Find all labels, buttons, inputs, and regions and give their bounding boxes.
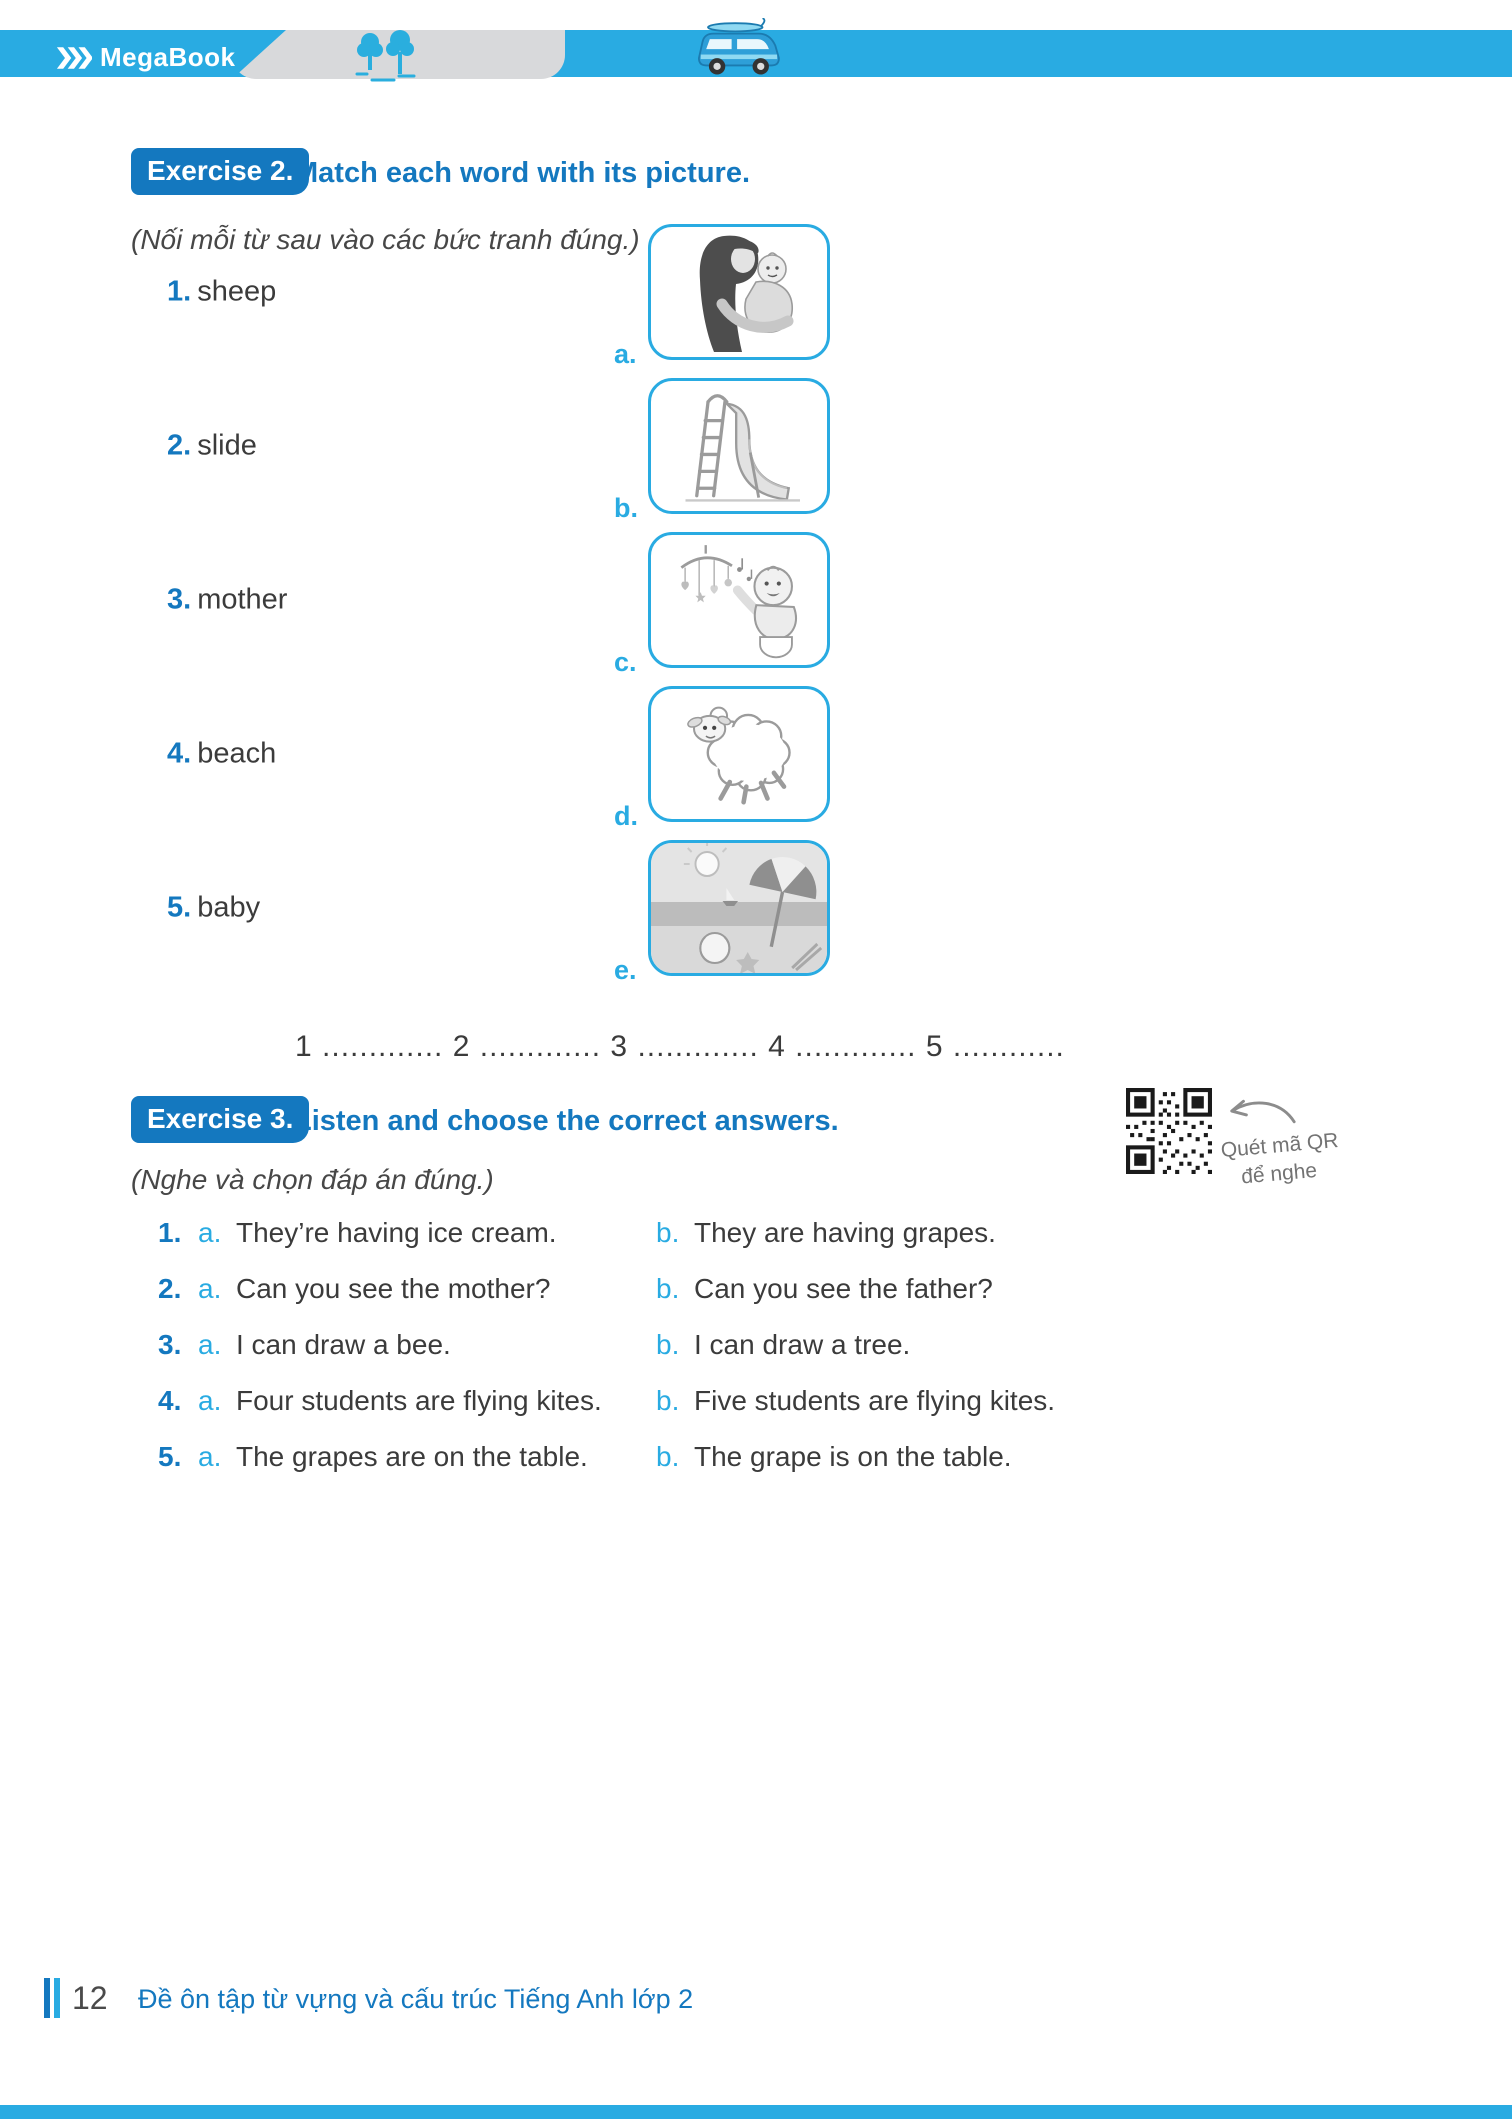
megabook-logo xyxy=(56,42,235,73)
sheep-illustration xyxy=(656,692,822,816)
chevrons-icon xyxy=(56,46,92,70)
question-number: 5. xyxy=(158,1441,182,1472)
match-number: 3. xyxy=(167,583,192,616)
option-b-label: b. xyxy=(656,1217,680,1248)
option-b-text: The grape is on the table. xyxy=(694,1441,1012,1472)
question-row-3 xyxy=(0,1317,1512,1373)
exercise2-badge: Exercise 2. xyxy=(131,148,309,195)
exercise3-badge: Exercise 3. xyxy=(131,1096,309,1143)
footer-title: Đề ôn tập từ vựng và cấu trúc Tiếng Anh lớp 2 xyxy=(138,1984,694,2014)
logo-text: MegaBook xyxy=(100,42,236,72)
match-row-3 xyxy=(0,532,1512,677)
picture-cell-b xyxy=(614,378,830,523)
match-word-label: slide xyxy=(197,429,257,462)
picture-cell-c xyxy=(614,532,830,677)
picture-box-d xyxy=(648,686,830,822)
picture-cell-e xyxy=(614,840,830,985)
page-number: 12 xyxy=(72,1980,108,2016)
option-b-text: Five students are flying kites. xyxy=(694,1385,1056,1416)
qr-code xyxy=(1126,1088,1212,1174)
question-number: 2. xyxy=(158,1273,182,1304)
match-row-2 xyxy=(0,378,1512,523)
match-number: 5. xyxy=(167,891,192,924)
footer xyxy=(0,1976,1512,2022)
exercise2-title: Match each word with its picture. xyxy=(294,157,751,189)
picture-box-b xyxy=(648,378,830,514)
mother-and-baby-illustration xyxy=(664,232,814,352)
question-number: 3. xyxy=(158,1329,182,1360)
question-row-4 xyxy=(0,1373,1512,1429)
option-a-label: a. xyxy=(198,1273,222,1304)
picture-letter-e: e. xyxy=(614,955,637,985)
answers-line: 1 ............. 2 ............. 3 ............. 4 ............. 5 ............ xyxy=(295,1030,1065,1063)
question-row-2 xyxy=(0,1261,1512,1317)
option-a-text: I can draw a bee. xyxy=(236,1329,451,1360)
picture-letter-b: b. xyxy=(614,493,638,523)
match-row-5 xyxy=(0,840,1512,985)
picture-letter-d: d. xyxy=(614,801,638,831)
trees-icon xyxy=(352,30,424,91)
picture-box-a xyxy=(648,224,830,360)
match-word-label: sheep xyxy=(197,275,277,308)
match-number: 1. xyxy=(167,275,192,308)
qr-caption-line1: Quét mã QR xyxy=(1219,1128,1340,1163)
match-word-label: baby xyxy=(197,891,261,924)
qr-caption-line2: để nghe xyxy=(1240,1159,1318,1189)
option-a-text: Four students are flying kites. xyxy=(236,1385,602,1416)
slide-illustration xyxy=(659,385,819,507)
option-a-text: The grapes are on the table. xyxy=(236,1441,588,1472)
question-row-5 xyxy=(0,1429,1512,1485)
option-b-text: Can you see the father? xyxy=(694,1273,993,1304)
question-number: 1. xyxy=(158,1217,182,1248)
qr-caption xyxy=(1220,1127,1342,1194)
bottom-bar xyxy=(0,2105,1512,2119)
match-word-label: beach xyxy=(197,737,277,770)
option-a-label: a. xyxy=(198,1329,222,1360)
match-word-5 xyxy=(167,892,260,925)
option-b-label: b. xyxy=(656,1329,680,1360)
question-row-1 xyxy=(0,1205,1512,1261)
baby-with-mobile-illustration xyxy=(657,540,821,660)
match-number: 2. xyxy=(167,429,192,462)
option-b-text: They are having grapes. xyxy=(694,1217,996,1248)
match-row-1 xyxy=(0,224,1512,369)
exercise3-subtitle: (Nghe và chọn đáp án đúng.) xyxy=(131,1164,494,1195)
match-word-3 xyxy=(167,584,287,617)
option-a-text: They’re having ice cream. xyxy=(236,1217,557,1248)
option-b-label: b. xyxy=(656,1273,680,1304)
match-row-4 xyxy=(0,686,1512,831)
match-word-2 xyxy=(167,430,257,463)
page-number-bars xyxy=(44,1978,60,2018)
match-word-label: mother xyxy=(197,583,288,616)
picture-cell-d xyxy=(614,686,830,831)
option-b-label: b. xyxy=(656,1441,680,1472)
match-word-1 xyxy=(167,276,276,309)
exercise3-title: Listen and choose the correct answers. xyxy=(294,1105,839,1137)
picture-box-c xyxy=(648,532,830,668)
picture-letter-a: a. xyxy=(614,339,637,369)
option-a-label: a. xyxy=(198,1217,222,1248)
match-number: 4. xyxy=(167,737,192,770)
picture-letter-c: c. xyxy=(614,647,637,677)
match-word-4 xyxy=(167,738,276,771)
question-number: 4. xyxy=(158,1385,182,1416)
beach-illustration xyxy=(651,840,827,976)
option-a-label: a. xyxy=(198,1441,222,1472)
van-icon xyxy=(688,18,788,87)
picture-cell-a xyxy=(614,224,830,369)
option-b-text: I can draw a tree. xyxy=(694,1329,911,1360)
option-a-text: Can you see the mother? xyxy=(236,1273,551,1304)
picture-box-e xyxy=(648,840,830,976)
option-a-label: a. xyxy=(198,1385,222,1416)
option-b-label: b. xyxy=(656,1385,680,1416)
exercise2-subtitle: (Nối mỗi từ sau vào các bức tranh đúng.) xyxy=(131,224,640,255)
